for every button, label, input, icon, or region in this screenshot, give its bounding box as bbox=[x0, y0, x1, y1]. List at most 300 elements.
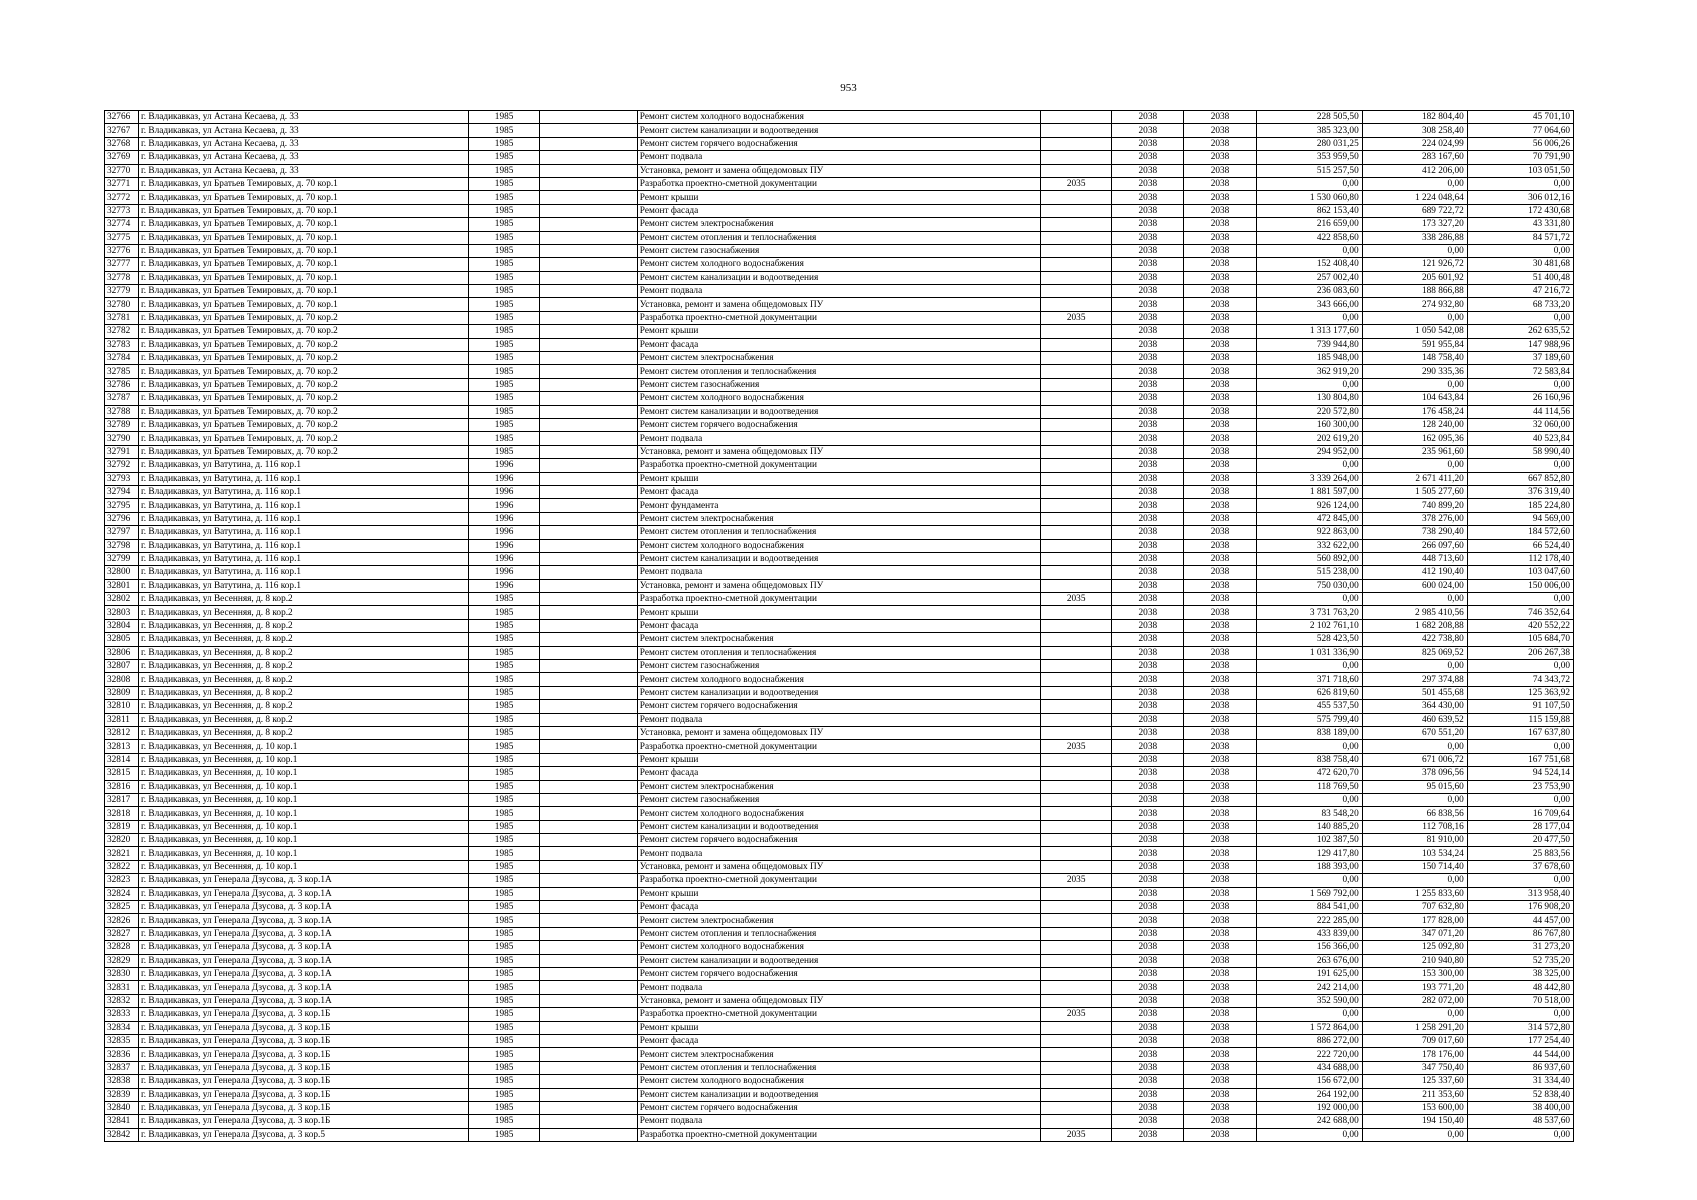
blank-cell-cell bbox=[540, 1021, 638, 1034]
owner-share-cell: 48 537,60 bbox=[1467, 1115, 1573, 1128]
total-cost-cell: 222 720,00 bbox=[1256, 1048, 1362, 1061]
owner-share-cell: 68 733,20 bbox=[1467, 298, 1573, 311]
address-cell: г. Владикавказ, ул Астана Кесаева, д. 33 bbox=[138, 164, 468, 177]
build-year-cell: 1985 bbox=[469, 834, 540, 847]
plan-year-end-cell: 2038 bbox=[1184, 499, 1256, 512]
owner-share-cell: 0,00 bbox=[1467, 177, 1573, 190]
psd-year-cell bbox=[1041, 472, 1112, 485]
build-year-cell: 1985 bbox=[469, 1021, 540, 1034]
work-type-cell: Ремонт подвала bbox=[637, 713, 1040, 726]
work-type-cell: Разработка проектно-сметной документации bbox=[637, 1128, 1040, 1141]
total-cost-cell: 280 031,25 bbox=[1256, 137, 1362, 150]
total-cost-cell: 0,00 bbox=[1256, 1008, 1362, 1021]
owner-share-cell: 47 216,72 bbox=[1467, 285, 1573, 298]
fund-share-cell: 378 276,00 bbox=[1362, 512, 1467, 525]
plan-year-start-cell: 2038 bbox=[1112, 432, 1184, 445]
table-row bbox=[105, 700, 1574, 713]
fund-share-cell: 188 866,88 bbox=[1362, 285, 1467, 298]
total-cost-cell: 1 530 060,80 bbox=[1256, 191, 1362, 204]
total-cost-cell: 220 572,80 bbox=[1256, 405, 1362, 418]
plan-year-start-cell: 2038 bbox=[1112, 901, 1184, 914]
plan-year-end-cell: 2038 bbox=[1184, 365, 1256, 378]
psd-year-cell: 2035 bbox=[1041, 874, 1112, 887]
address-cell: г. Владикавказ, ул Весенняя, д. 10 кор.1 bbox=[138, 753, 468, 766]
psd-year-cell bbox=[1041, 164, 1112, 177]
work-type-cell: Разработка проектно-сметной документации bbox=[637, 874, 1040, 887]
blank-cell-cell bbox=[540, 285, 638, 298]
total-cost-cell: 560 892,00 bbox=[1256, 552, 1362, 565]
row-id-cell: 32804 bbox=[105, 619, 139, 632]
psd-year-cell bbox=[1041, 619, 1112, 632]
fund-share-cell: 182 804,40 bbox=[1362, 111, 1467, 124]
psd-year-cell bbox=[1041, 807, 1112, 820]
blank-cell-cell bbox=[540, 927, 638, 940]
blank-cell-cell bbox=[540, 445, 638, 458]
row-id-cell: 32768 bbox=[105, 137, 139, 150]
blank-cell-cell bbox=[540, 539, 638, 552]
blank-cell-cell bbox=[540, 713, 638, 726]
plan-year-end-cell: 2038 bbox=[1184, 432, 1256, 445]
owner-share-cell: 37 678,60 bbox=[1467, 860, 1573, 873]
owner-share-cell: 172 430,68 bbox=[1467, 204, 1573, 217]
total-cost-cell: 1 569 792,00 bbox=[1256, 887, 1362, 900]
address-cell: г. Владикавказ, ул Весенняя, д. 10 кор.1 bbox=[138, 807, 468, 820]
work-type-cell: Ремонт фасада bbox=[637, 1034, 1040, 1047]
row-id-cell: 32807 bbox=[105, 660, 139, 673]
blank-cell-cell bbox=[540, 1048, 638, 1061]
plan-year-end-cell: 2038 bbox=[1184, 660, 1256, 673]
total-cost-cell: 515 238,00 bbox=[1256, 566, 1362, 579]
total-cost-cell: 0,00 bbox=[1256, 593, 1362, 606]
owner-share-cell: 45 701,10 bbox=[1467, 111, 1573, 124]
build-year-cell: 1985 bbox=[469, 994, 540, 1007]
plan-year-start-cell: 2038 bbox=[1112, 459, 1184, 472]
fund-share-cell: 1 224 048,64 bbox=[1362, 191, 1467, 204]
work-type-cell: Ремонт систем отопления и теплоснабжения bbox=[637, 231, 1040, 244]
psd-year-cell bbox=[1041, 338, 1112, 351]
psd-year-cell bbox=[1041, 901, 1112, 914]
work-type-cell: Ремонт фасада bbox=[637, 204, 1040, 217]
fund-share-cell: 1 255 833,60 bbox=[1362, 887, 1467, 900]
page-number: 953 bbox=[840, 82, 857, 94]
row-id-cell: 32827 bbox=[105, 927, 139, 940]
psd-year-cell bbox=[1041, 726, 1112, 739]
fund-share-cell: 153 300,00 bbox=[1362, 968, 1467, 981]
fund-share-cell: 591 955,84 bbox=[1362, 338, 1467, 351]
owner-share-cell: 94 569,00 bbox=[1467, 512, 1573, 525]
fund-share-cell: 0,00 bbox=[1362, 740, 1467, 753]
build-year-cell: 1996 bbox=[469, 526, 540, 539]
work-type-cell: Ремонт систем холодного водоснабжения bbox=[637, 258, 1040, 271]
owner-share-cell: 70 791,90 bbox=[1467, 151, 1573, 164]
total-cost-cell: 3 731 763,20 bbox=[1256, 606, 1362, 619]
total-cost-cell: 83 548,20 bbox=[1256, 807, 1362, 820]
psd-year-cell bbox=[1041, 1048, 1112, 1061]
table-row bbox=[105, 258, 1574, 271]
psd-year-cell bbox=[1041, 459, 1112, 472]
plan-year-end-cell: 2038 bbox=[1184, 325, 1256, 338]
fund-share-cell: 0,00 bbox=[1362, 177, 1467, 190]
fund-share-cell: 235 961,60 bbox=[1362, 445, 1467, 458]
build-year-cell: 1985 bbox=[469, 593, 540, 606]
total-cost-cell: 1 031 336,90 bbox=[1256, 646, 1362, 659]
build-year-cell: 1985 bbox=[469, 914, 540, 927]
plan-year-end-cell: 2038 bbox=[1184, 820, 1256, 833]
owner-share-cell: 746 352,64 bbox=[1467, 606, 1573, 619]
plan-year-end-cell: 2038 bbox=[1184, 459, 1256, 472]
row-id-cell: 32781 bbox=[105, 311, 139, 324]
work-type-cell: Ремонт систем электроснабжения bbox=[637, 780, 1040, 793]
psd-year-cell bbox=[1041, 1021, 1112, 1034]
total-cost-cell: 0,00 bbox=[1256, 459, 1362, 472]
total-cost-cell: 192 000,00 bbox=[1256, 1101, 1362, 1114]
build-year-cell: 1985 bbox=[469, 941, 540, 954]
psd-year-cell: 2035 bbox=[1041, 177, 1112, 190]
owner-share-cell: 32 060,00 bbox=[1467, 418, 1573, 431]
address-cell: г. Владикавказ, ул Генерала Дзусова, д. 3 кор.1Б bbox=[138, 1115, 468, 1128]
row-id-cell: 32841 bbox=[105, 1115, 139, 1128]
build-year-cell: 1996 bbox=[469, 459, 540, 472]
total-cost-cell: 362 919,20 bbox=[1256, 365, 1362, 378]
address-cell: г. Владикавказ, ул Генерала Дзусова, д. 3 кор.1А bbox=[138, 927, 468, 940]
fund-share-cell: 148 758,40 bbox=[1362, 352, 1467, 365]
owner-share-cell: 30 481,68 bbox=[1467, 258, 1573, 271]
plan-year-start-cell: 2038 bbox=[1112, 124, 1184, 137]
fund-share-cell: 825 069,52 bbox=[1362, 646, 1467, 659]
total-cost-cell: 515 257,50 bbox=[1256, 164, 1362, 177]
work-type-cell: Ремонт систем газоснабжения bbox=[637, 660, 1040, 673]
owner-share-cell: 77 064,60 bbox=[1467, 124, 1573, 137]
fund-share-cell: 274 932,80 bbox=[1362, 298, 1467, 311]
fund-share-cell: 224 024,99 bbox=[1362, 137, 1467, 150]
blank-cell-cell bbox=[540, 820, 638, 833]
fund-share-cell: 193 771,20 bbox=[1362, 981, 1467, 994]
row-id-cell: 32836 bbox=[105, 1048, 139, 1061]
owner-share-cell: 52 735,20 bbox=[1467, 954, 1573, 967]
table-body bbox=[105, 111, 1574, 1142]
fund-share-cell: 210 940,80 bbox=[1362, 954, 1467, 967]
row-id-cell: 32800 bbox=[105, 566, 139, 579]
total-cost-cell: 216 659,00 bbox=[1256, 218, 1362, 231]
plan-year-end-cell: 2038 bbox=[1184, 244, 1256, 257]
row-id-cell: 32784 bbox=[105, 352, 139, 365]
build-year-cell: 1996 bbox=[469, 552, 540, 565]
table-row bbox=[105, 1034, 1574, 1047]
total-cost-cell: 242 688,00 bbox=[1256, 1115, 1362, 1128]
build-year-cell: 1985 bbox=[469, 1075, 540, 1088]
table-row bbox=[105, 432, 1574, 445]
psd-year-cell bbox=[1041, 1034, 1112, 1047]
plan-year-start-cell: 2038 bbox=[1112, 539, 1184, 552]
fund-share-cell: 0,00 bbox=[1362, 660, 1467, 673]
work-type-cell: Ремонт систем канализации и водоотведения bbox=[637, 1088, 1040, 1101]
plan-year-end-cell: 2038 bbox=[1184, 780, 1256, 793]
table-row bbox=[105, 124, 1574, 137]
owner-share-cell: 72 583,84 bbox=[1467, 365, 1573, 378]
row-id-cell: 32819 bbox=[105, 820, 139, 833]
row-id-cell: 32780 bbox=[105, 298, 139, 311]
plan-year-end-cell: 2038 bbox=[1184, 860, 1256, 873]
work-type-cell: Ремонт систем холодного водоснабжения bbox=[637, 1075, 1040, 1088]
work-type-cell: Установка, ремонт и замена общедомовых ПУ bbox=[637, 445, 1040, 458]
blank-cell-cell bbox=[540, 244, 638, 257]
plan-year-end-cell: 2038 bbox=[1184, 111, 1256, 124]
row-id-cell: 32842 bbox=[105, 1128, 139, 1141]
total-cost-cell: 160 300,00 bbox=[1256, 418, 1362, 431]
psd-year-cell bbox=[1041, 271, 1112, 284]
psd-year-cell bbox=[1041, 968, 1112, 981]
psd-year-cell bbox=[1041, 700, 1112, 713]
address-cell: г. Владикавказ, ул Весенняя, д. 8 кор.2 bbox=[138, 713, 468, 726]
owner-share-cell: 167 751,68 bbox=[1467, 753, 1573, 766]
fund-share-cell: 153 600,00 bbox=[1362, 1101, 1467, 1114]
fund-share-cell: 501 455,68 bbox=[1362, 686, 1467, 699]
row-id-cell: 32814 bbox=[105, 753, 139, 766]
build-year-cell: 1996 bbox=[469, 539, 540, 552]
table-row bbox=[105, 231, 1574, 244]
plan-year-start-cell: 2038 bbox=[1112, 485, 1184, 498]
plan-year-start-cell: 2038 bbox=[1112, 244, 1184, 257]
owner-share-cell: 150 006,00 bbox=[1467, 579, 1573, 592]
psd-year-cell bbox=[1041, 753, 1112, 766]
table-row bbox=[105, 472, 1574, 485]
work-type-cell: Ремонт систем отопления и теплоснабжения bbox=[637, 927, 1040, 940]
build-year-cell: 1996 bbox=[469, 485, 540, 498]
psd-year-cell bbox=[1041, 994, 1112, 1007]
table-row bbox=[105, 405, 1574, 418]
psd-year-cell bbox=[1041, 834, 1112, 847]
table-row bbox=[105, 552, 1574, 565]
table-row bbox=[105, 686, 1574, 699]
build-year-cell: 1985 bbox=[469, 793, 540, 806]
fund-share-cell: 740 899,20 bbox=[1362, 499, 1467, 512]
fund-share-cell: 412 206,00 bbox=[1362, 164, 1467, 177]
address-cell: г. Владикавказ, ул Генерала Дзусова, д. 3 кор.1А bbox=[138, 954, 468, 967]
plan-year-start-cell: 2038 bbox=[1112, 137, 1184, 150]
blank-cell-cell bbox=[540, 271, 638, 284]
table-row bbox=[105, 445, 1574, 458]
work-type-cell: Ремонт систем горячего водоснабжения bbox=[637, 137, 1040, 150]
plan-year-end-cell: 2038 bbox=[1184, 1101, 1256, 1114]
plan-year-end-cell: 2038 bbox=[1184, 405, 1256, 418]
plan-year-start-cell: 2038 bbox=[1112, 405, 1184, 418]
work-type-cell: Ремонт крыши bbox=[637, 472, 1040, 485]
table-row bbox=[105, 338, 1574, 351]
psd-year-cell: 2035 bbox=[1041, 1008, 1112, 1021]
owner-share-cell: 51 400,48 bbox=[1467, 271, 1573, 284]
row-id-cell: 32799 bbox=[105, 552, 139, 565]
work-type-cell: Разработка проектно-сметной документации bbox=[637, 593, 1040, 606]
table-row bbox=[105, 767, 1574, 780]
work-type-cell: Ремонт систем электроснабжения bbox=[637, 1048, 1040, 1061]
row-id-cell: 32832 bbox=[105, 994, 139, 1007]
plan-year-start-cell: 2038 bbox=[1112, 713, 1184, 726]
blank-cell-cell bbox=[540, 660, 638, 673]
row-id-cell: 32788 bbox=[105, 405, 139, 418]
fund-share-cell: 104 643,84 bbox=[1362, 392, 1467, 405]
total-cost-cell: 191 625,00 bbox=[1256, 968, 1362, 981]
plan-year-end-cell: 2038 bbox=[1184, 512, 1256, 525]
table-row bbox=[105, 499, 1574, 512]
owner-share-cell: 0,00 bbox=[1467, 244, 1573, 257]
work-type-cell: Ремонт подвала bbox=[637, 981, 1040, 994]
psd-year-cell bbox=[1041, 552, 1112, 565]
psd-year-cell bbox=[1041, 927, 1112, 940]
plan-year-end-cell: 2038 bbox=[1184, 311, 1256, 324]
plan-year-end-cell: 2038 bbox=[1184, 606, 1256, 619]
blank-cell-cell bbox=[540, 191, 638, 204]
build-year-cell: 1996 bbox=[469, 566, 540, 579]
work-type-cell: Установка, ремонт и замена общедомовых ПУ bbox=[637, 298, 1040, 311]
table-row bbox=[105, 137, 1574, 150]
owner-share-cell: 44 114,56 bbox=[1467, 405, 1573, 418]
build-year-cell: 1985 bbox=[469, 405, 540, 418]
plan-year-end-cell: 2038 bbox=[1184, 1115, 1256, 1128]
plan-year-start-cell: 2038 bbox=[1112, 994, 1184, 1007]
row-id-cell: 32835 bbox=[105, 1034, 139, 1047]
address-cell: г. Владикавказ, ул Генерала Дзусова, д. 3 кор.1Б bbox=[138, 1101, 468, 1114]
table-row bbox=[105, 793, 1574, 806]
plan-year-end-cell: 2038 bbox=[1184, 968, 1256, 981]
blank-cell-cell bbox=[540, 700, 638, 713]
plan-year-start-cell: 2038 bbox=[1112, 981, 1184, 994]
table-row bbox=[105, 485, 1574, 498]
address-cell: г. Владикавказ, ул Весенняя, д. 8 кор.2 bbox=[138, 619, 468, 632]
owner-share-cell: 185 224,80 bbox=[1467, 499, 1573, 512]
work-type-cell: Ремонт подвала bbox=[637, 151, 1040, 164]
build-year-cell: 1985 bbox=[469, 606, 540, 619]
owner-share-cell: 314 572,80 bbox=[1467, 1021, 1573, 1034]
owner-share-cell: 43 331,80 bbox=[1467, 218, 1573, 231]
table-row bbox=[105, 740, 1574, 753]
build-year-cell: 1985 bbox=[469, 1034, 540, 1047]
work-type-cell: Разработка проектно-сметной документации bbox=[637, 1008, 1040, 1021]
total-cost-cell: 926 124,00 bbox=[1256, 499, 1362, 512]
work-type-cell: Разработка проектно-сметной документации bbox=[637, 311, 1040, 324]
blank-cell-cell bbox=[540, 887, 638, 900]
plan-year-end-cell: 2038 bbox=[1184, 298, 1256, 311]
plan-year-start-cell: 2038 bbox=[1112, 1075, 1184, 1088]
address-cell: г. Владикавказ, ул Ватутина, д. 116 кор.1 bbox=[138, 485, 468, 498]
plan-year-start-cell: 2038 bbox=[1112, 191, 1184, 204]
build-year-cell: 1985 bbox=[469, 1115, 540, 1128]
plan-year-start-cell: 2038 bbox=[1112, 204, 1184, 217]
psd-year-cell bbox=[1041, 646, 1112, 659]
build-year-cell: 1985 bbox=[469, 700, 540, 713]
table-row bbox=[105, 646, 1574, 659]
total-cost-cell: 750 030,00 bbox=[1256, 579, 1362, 592]
blank-cell-cell bbox=[540, 1115, 638, 1128]
plan-year-end-cell: 2038 bbox=[1184, 445, 1256, 458]
plan-year-end-cell: 2038 bbox=[1184, 874, 1256, 887]
owner-share-cell: 86 767,80 bbox=[1467, 927, 1573, 940]
address-cell: г. Владикавказ, ул Весенняя, д. 10 кор.1 bbox=[138, 793, 468, 806]
table-row bbox=[105, 151, 1574, 164]
plan-year-start-cell: 2038 bbox=[1112, 941, 1184, 954]
build-year-cell: 1985 bbox=[469, 1061, 540, 1074]
row-id-cell: 32801 bbox=[105, 579, 139, 592]
blank-cell-cell bbox=[540, 941, 638, 954]
address-cell: г. Владикавказ, ул Весенняя, д. 8 кор.2 bbox=[138, 593, 468, 606]
plan-year-end-cell: 2038 bbox=[1184, 914, 1256, 927]
total-cost-cell: 343 666,00 bbox=[1256, 298, 1362, 311]
fund-share-cell: 205 601,92 bbox=[1362, 271, 1467, 284]
table-row bbox=[105, 191, 1574, 204]
table-row bbox=[105, 593, 1574, 606]
address-cell: г. Владикавказ, ул Генерала Дзусова, д. 3 кор.1А bbox=[138, 994, 468, 1007]
work-type-cell: Ремонт систем отопления и теплоснабжения bbox=[637, 365, 1040, 378]
plan-year-start-cell: 2038 bbox=[1112, 566, 1184, 579]
plan-year-start-cell: 2038 bbox=[1112, 807, 1184, 820]
table-row bbox=[105, 914, 1574, 927]
work-type-cell: Ремонт систем холодного водоснабжения bbox=[637, 111, 1040, 124]
plan-year-start-cell: 2038 bbox=[1112, 767, 1184, 780]
build-year-cell: 1985 bbox=[469, 713, 540, 726]
plan-year-end-cell: 2038 bbox=[1184, 726, 1256, 739]
address-cell: г. Владикавказ, ул Весенняя, д. 8 кор.2 bbox=[138, 660, 468, 673]
plan-year-end-cell: 2038 bbox=[1184, 137, 1256, 150]
address-cell: г. Владикавказ, ул Братьев Темировых, д. 70 кор.1 bbox=[138, 258, 468, 271]
blank-cell-cell bbox=[540, 459, 638, 472]
fund-share-cell: 266 097,60 bbox=[1362, 539, 1467, 552]
psd-year-cell bbox=[1041, 673, 1112, 686]
plan-year-start-cell: 2038 bbox=[1112, 311, 1184, 324]
owner-share-cell: 31 273,20 bbox=[1467, 941, 1573, 954]
total-cost-cell: 472 620,70 bbox=[1256, 767, 1362, 780]
total-cost-cell: 455 537,50 bbox=[1256, 700, 1362, 713]
plan-year-start-cell: 2038 bbox=[1112, 392, 1184, 405]
plan-year-start-cell: 2038 bbox=[1112, 1048, 1184, 1061]
plan-year-end-cell: 2038 bbox=[1184, 901, 1256, 914]
address-cell: г. Владикавказ, ул Братьев Темировых, д. 70 кор.2 bbox=[138, 311, 468, 324]
plan-year-end-cell: 2038 bbox=[1184, 485, 1256, 498]
psd-year-cell bbox=[1041, 325, 1112, 338]
plan-year-start-cell: 2038 bbox=[1112, 1115, 1184, 1128]
table-row bbox=[105, 1061, 1574, 1074]
row-id-cell: 32772 bbox=[105, 191, 139, 204]
fund-share-cell: 150 714,40 bbox=[1362, 860, 1467, 873]
work-type-cell: Ремонт крыши bbox=[637, 753, 1040, 766]
total-cost-cell: 352 590,00 bbox=[1256, 994, 1362, 1007]
build-year-cell: 1996 bbox=[469, 472, 540, 485]
plan-year-end-cell: 2038 bbox=[1184, 378, 1256, 391]
build-year-cell: 1985 bbox=[469, 660, 540, 673]
address-cell: г. Владикавказ, ул Весенняя, д. 10 кор.1 bbox=[138, 767, 468, 780]
row-id-cell: 32776 bbox=[105, 244, 139, 257]
plan-year-start-cell: 2038 bbox=[1112, 418, 1184, 431]
total-cost-cell: 838 189,00 bbox=[1256, 726, 1362, 739]
table-row bbox=[105, 981, 1574, 994]
blank-cell-cell bbox=[540, 352, 638, 365]
table-row bbox=[105, 1008, 1574, 1021]
fund-share-cell: 0,00 bbox=[1362, 311, 1467, 324]
total-cost-cell: 188 393,00 bbox=[1256, 860, 1362, 873]
psd-year-cell bbox=[1041, 660, 1112, 673]
work-type-cell: Ремонт систем горячего водоснабжения bbox=[637, 1101, 1040, 1114]
psd-year-cell bbox=[1041, 820, 1112, 833]
table-row bbox=[105, 526, 1574, 539]
fund-share-cell: 378 096,56 bbox=[1362, 767, 1467, 780]
table-row bbox=[105, 218, 1574, 231]
total-cost-cell: 264 192,00 bbox=[1256, 1088, 1362, 1101]
build-year-cell: 1985 bbox=[469, 244, 540, 257]
owner-share-cell: 167 637,80 bbox=[1467, 726, 1573, 739]
work-type-cell: Ремонт фасада bbox=[637, 338, 1040, 351]
total-cost-cell: 2 102 761,10 bbox=[1256, 619, 1362, 632]
blank-cell-cell bbox=[540, 338, 638, 351]
row-id-cell: 32811 bbox=[105, 713, 139, 726]
address-cell: г. Владикавказ, ул Братьев Темировых, д. 70 кор.2 bbox=[138, 418, 468, 431]
